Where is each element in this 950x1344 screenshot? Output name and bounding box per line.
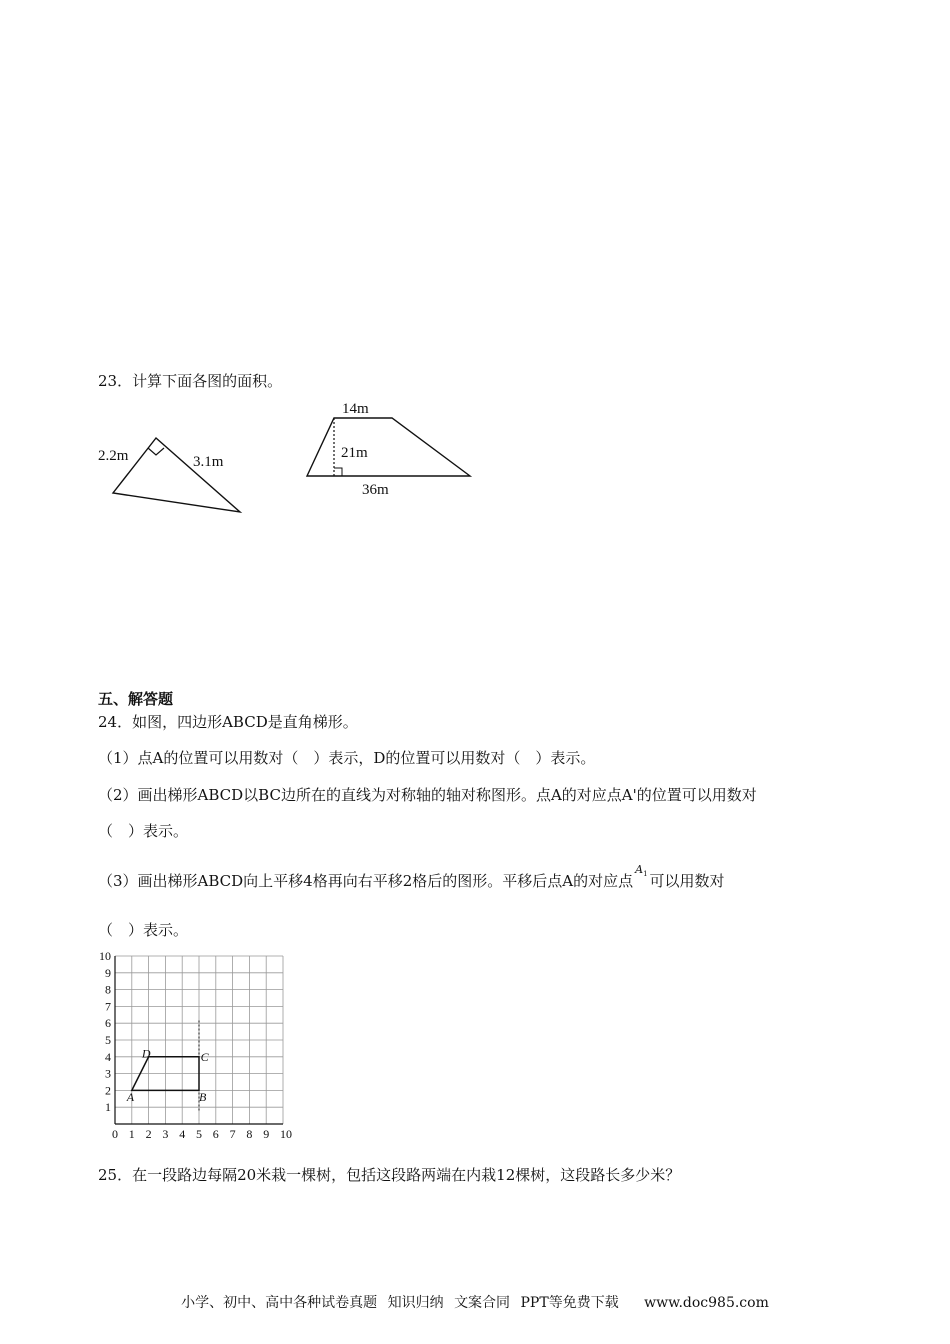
a1-symbol: A1 <box>635 863 648 879</box>
trapezoid-bottom-label: 36m <box>362 482 389 498</box>
y-tick-label: 1 <box>105 1100 111 1115</box>
q24-part3-line2: （ ）表示。 <box>98 921 189 939</box>
x-tick-label: 8 <box>246 1127 253 1141</box>
x-tick-label: 10 <box>280 1127 292 1141</box>
footer-text-2: 知识归纳 <box>387 1295 444 1311</box>
section-title: 五、解答题 <box>98 690 174 708</box>
point-label-a: A <box>126 1090 135 1105</box>
footer-text-1: 小学、初中、高中各种试卷真题 <box>181 1295 378 1311</box>
point-label-b: B <box>199 1090 207 1105</box>
q24-part2-line2: （ ）表示。 <box>98 822 189 840</box>
x-tick-label: 5 <box>196 1127 202 1141</box>
y-tick-label: 8 <box>105 982 111 997</box>
trapezoid-height-label: 21m <box>341 445 368 461</box>
y-tick-label: 5 <box>105 1033 111 1047</box>
y-tick-label: 7 <box>105 999 111 1014</box>
x-tick-label: 1 <box>128 1127 135 1141</box>
y-tick-label: 3 <box>105 1066 111 1081</box>
x-tick-label: 3 <box>162 1127 169 1141</box>
q24-part3-text-a: （3）画出梯形ABCD向上平移4格再向右平移2格后的图形。平移后点A的对应点 <box>98 872 634 890</box>
q24-part2-line1: （2）画出梯形ABCD以BC边所在的直线为对称轴的轴对称图形。点A的对应点A'的位置可以用数对 <box>98 786 757 804</box>
point-label-d: D <box>141 1046 151 1061</box>
footer-text-4: PPT等免费下载 <box>520 1295 619 1311</box>
trapezoid-top-label: 14m <box>342 401 369 417</box>
triangle-leg1-label: 2.2m <box>98 448 129 464</box>
page-footer <box>0 1292 950 1312</box>
q24-intro: 24．如图，四边形ABCD是直角梯形。 <box>98 713 358 731</box>
x-tick-label: 4 <box>179 1127 186 1141</box>
y-tick-label: 9 <box>105 965 111 980</box>
y-tick-label: 6 <box>105 1016 111 1031</box>
q24-part1: （1）点A的位置可以用数对（ ）表示，D的位置可以用数对（ ）表示。 <box>98 749 596 767</box>
x-tick-label: 0 <box>112 1127 118 1141</box>
y-tick-label: 4 <box>105 1049 111 1064</box>
x-tick-label: 6 <box>212 1127 219 1141</box>
point-label-c: C <box>200 1049 209 1064</box>
x-tick-label: 7 <box>229 1127 236 1141</box>
q23-text: 23．计算下面各图的面积。 <box>98 372 283 390</box>
footer-url: www.doc985.com <box>644 1295 769 1311</box>
q25-text: 25．在一段路边每隔20米栽一棵树，包括这段路两端在内栽12棵树，这段路长多少米？ <box>98 1166 681 1184</box>
footer-text-3: 文案合同 <box>454 1295 511 1311</box>
triangle-leg2-label: 3.1m <box>193 454 224 470</box>
y-tick-label: 10 <box>99 949 111 963</box>
x-tick-label: 2 <box>145 1127 152 1141</box>
x-tick-label: 9 <box>263 1127 270 1141</box>
y-tick-label: 2 <box>105 1083 111 1098</box>
q24-part3-text-b: 可以用数对 <box>649 872 725 890</box>
